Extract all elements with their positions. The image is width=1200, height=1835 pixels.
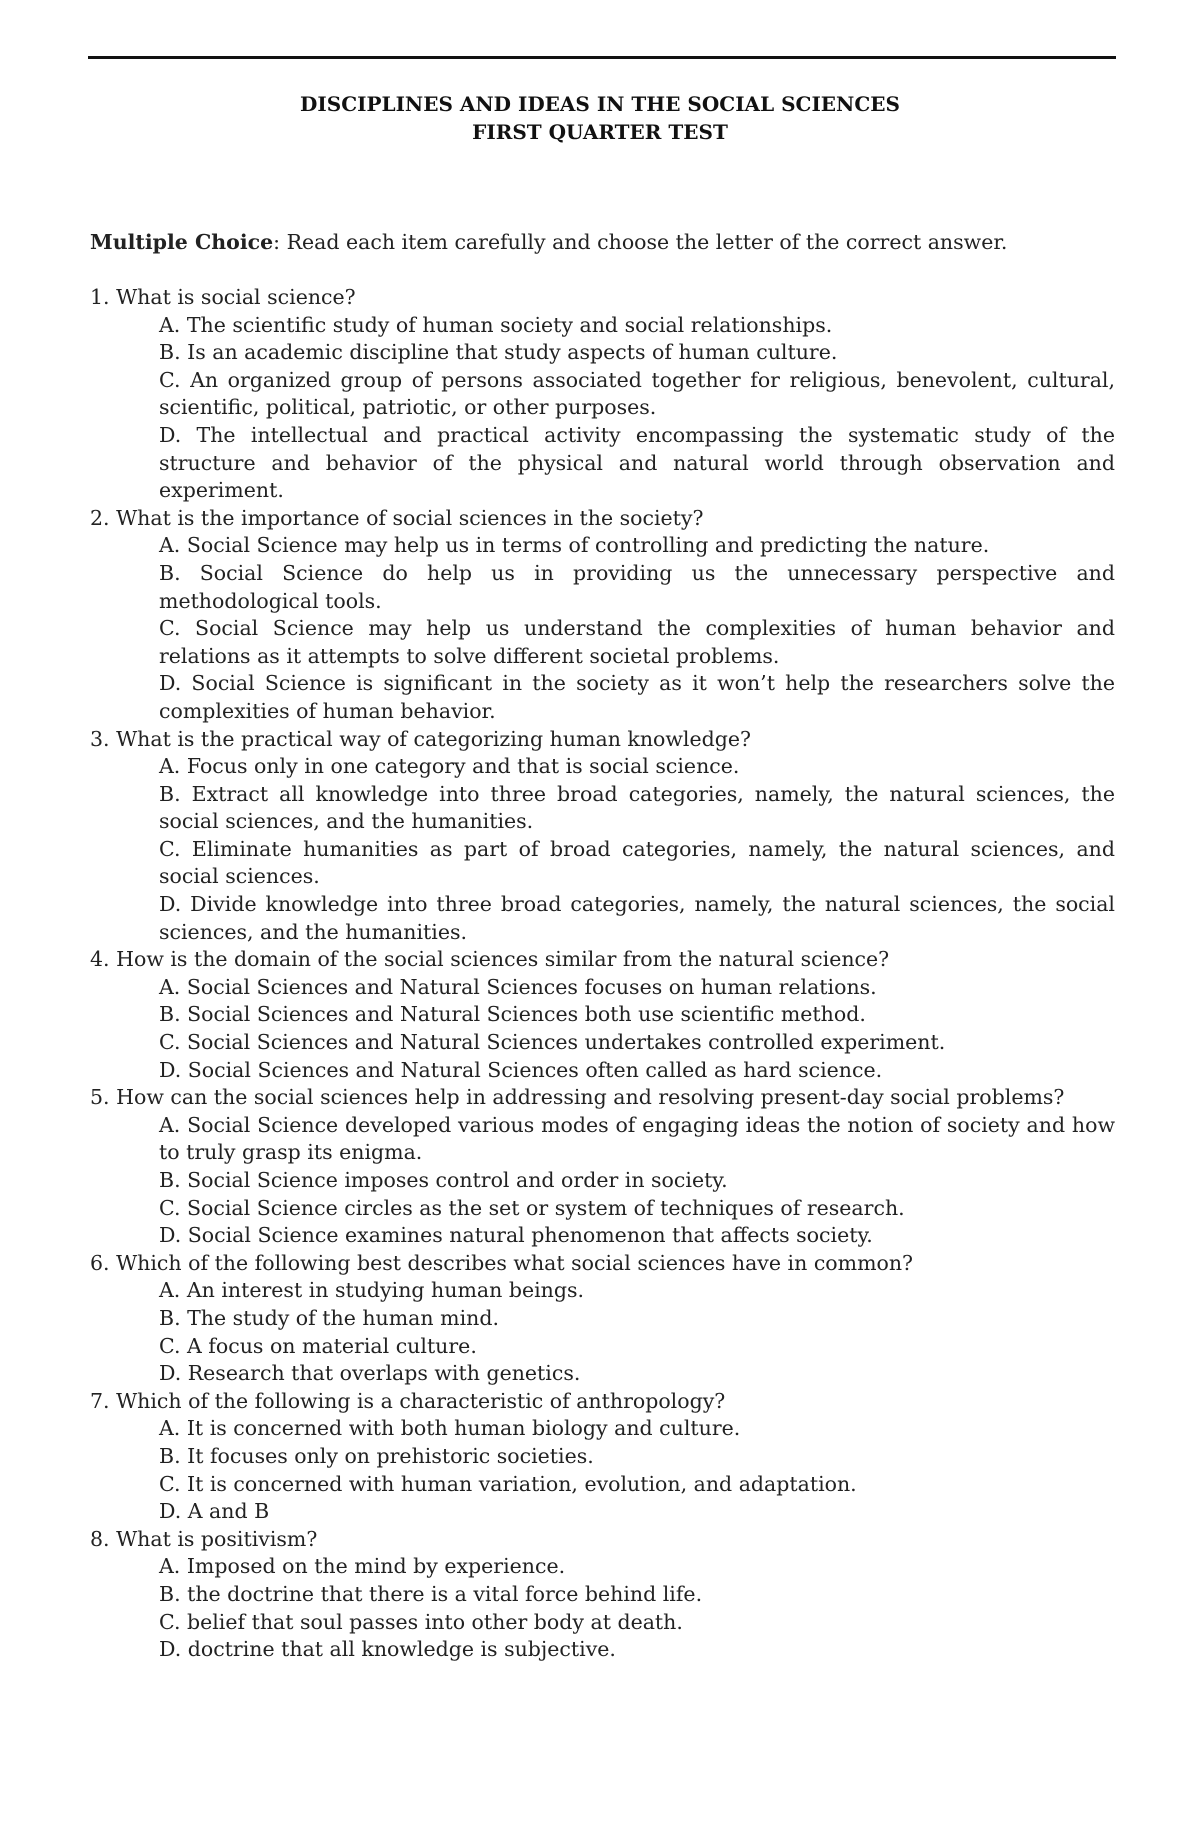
answer-choice: A. Social Science developed various modes of engaging ideas the notion of society and how to truly grasp its enigma.	[159, 1112, 1115, 1165]
instructions	[90, 228, 1115, 256]
answer-choice: D. Social Science examines natural phenomenon that affects society.	[159, 1223, 873, 1248]
answer-choice: C. Social Science may help us understand the complexities of human behavior and relations as it attempts to solve different societal problems.	[159, 616, 1115, 668]
question-stem	[90, 1084, 1115, 1112]
question-number: 1.	[90, 285, 110, 309]
answer-choice: C. Social Science circles as the set or system of techniques of research.	[159, 1195, 905, 1220]
question-item	[90, 1084, 1115, 1250]
answer-choice: B. Is an academic discipline that study aspects of human culture.	[159, 340, 838, 365]
answer-choice: D. Social Sciences and Natural Sciences often called as hard science.	[159, 1057, 883, 1082]
answer-choice: A. It is concerned with both human biology and culture.	[159, 1416, 741, 1441]
question-number: 6.	[90, 1250, 110, 1275]
question-number: 8.	[90, 1526, 110, 1551]
question-item	[90, 946, 1115, 1084]
question-stem	[90, 284, 1115, 312]
question-text: How is the domain of the social sciences similar from the natural science?	[116, 947, 890, 972]
answer-choice: C. It is concerned with human variation, evolution, and adaptation.	[159, 1471, 857, 1496]
question-number: 3.	[90, 726, 110, 751]
question-text: How can the social sciences help in addressing and resolving present-day social problems?	[116, 1085, 1065, 1110]
instructions-text: : Read each item carefully and choose the letter of the correct answer.	[273, 230, 1008, 254]
question-item	[90, 1250, 1115, 1388]
answer-choice: C. A focus on material culture.	[159, 1333, 477, 1358]
question-text: What is the practical way of categorizing human knowledge?	[116, 726, 751, 751]
answer-choice: D. Research that overlaps with genetics.	[159, 1361, 581, 1386]
answer-choice: A. An interest in studying human beings.	[159, 1278, 584, 1303]
question-list	[90, 284, 1115, 1664]
question-stem	[90, 1250, 1115, 1278]
answer-choice: B. Social Science do help us in providing us the unnecessary perspective and methodological tools.	[159, 560, 1115, 613]
answer-choice: B. Social Science imposes control and order in society.	[159, 1168, 728, 1192]
answer-choice: B. It focuses only on prehistoric societies.	[159, 1443, 594, 1468]
answer-choice: D. A and B	[159, 1499, 270, 1524]
answer-choice: B. the doctrine that there is a vital force behind life.	[159, 1581, 703, 1606]
question-text: What is social science?	[116, 285, 356, 309]
answer-choice: A. Social Science may help us in terms of controlling and predicting the nature.	[159, 533, 990, 558]
document-header	[0, 90, 1200, 146]
question-text: What is the importance of social sciences in the society?	[116, 505, 704, 530]
question-item	[90, 726, 1115, 947]
answer-choice: B. The study of the human mind.	[159, 1305, 499, 1330]
question-item	[90, 284, 1115, 505]
answer-choice: D. doctrine that all knowledge is subjective.	[159, 1637, 616, 1662]
question-text: What is positivism?	[116, 1526, 318, 1551]
question-number: 7.	[90, 1388, 110, 1413]
answer-choice: C. Social Sciences and Natural Sciences undertakes controlled experiment.	[159, 1030, 946, 1055]
answer-choice: D. The intellectual and practical activity encompassing the systematic study of the structure and behavior of the physical and natural world through observation and experiment.	[159, 422, 1115, 503]
question-number: 2.	[90, 505, 110, 530]
question-stem	[90, 505, 1115, 533]
answer-choice: B. Extract all knowledge into three broad categories, namely, the natural sciences, the social sciences, and the humanities.	[159, 781, 1115, 834]
question-number: 4.	[90, 947, 110, 972]
question-number: 5.	[90, 1085, 110, 1110]
question-text: Which of the following best describes what social sciences have in common?	[116, 1250, 914, 1275]
answer-choice: D. Social Science is significant in the society as it won’t help the researchers solve the complexities of human behavior.	[159, 671, 1115, 723]
document-title: DISCIPLINES AND IDEAS IN THE SOCIAL SCIENCES	[300, 92, 900, 116]
question-item	[90, 1388, 1115, 1526]
answer-choice: D. Divide knowledge into three broad categories, namely, the natural sciences, the social sciences, and the humanities.	[159, 892, 1115, 944]
document-subtitle: FIRST QUARTER TEST	[472, 120, 728, 144]
question-stem	[90, 726, 1115, 754]
answer-choice: A. Social Sciences and Natural Sciences focuses on human relations.	[159, 974, 877, 999]
answer-choice: A. The scientific study of human society and social relationships.	[159, 312, 833, 337]
question-stem	[90, 1388, 1115, 1416]
question-text: Which of the following is a characteristic of anthropology?	[116, 1388, 726, 1413]
instructions-label: Multiple Choice	[90, 230, 274, 254]
answer-choice: A. Imposed on the mind by experience.	[159, 1554, 566, 1579]
answer-choice: C. An organized group of persons associated together for religious, benevolent, cultural, scientific, political, patriotic, or other purposes.	[159, 367, 1115, 420]
answer-choice: C. Eliminate humanities as part of broad categories, namely, the natural sciences, and social sciences.	[159, 836, 1115, 889]
answer-choice: C. belief that soul passes into other body at death.	[159, 1609, 683, 1634]
question-item	[90, 1526, 1115, 1664]
question-stem	[90, 1526, 1115, 1554]
question-item	[90, 505, 1115, 726]
answer-choice: A. Focus only in one category and that is social science.	[159, 754, 740, 779]
top-rule	[88, 56, 1116, 59]
answer-choice: B. Social Sciences and Natural Sciences both use scientific method.	[159, 1002, 866, 1027]
question-stem	[90, 946, 1115, 974]
